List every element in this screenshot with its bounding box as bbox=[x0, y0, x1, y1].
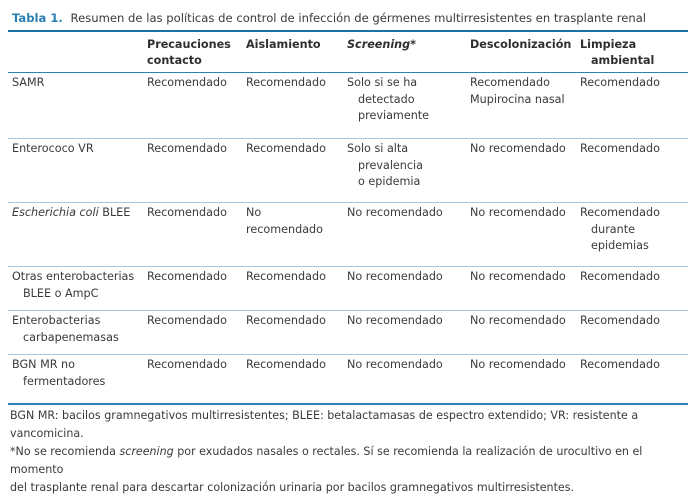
value-cell: Recomendado bbox=[242, 311, 343, 355]
value-cell: No recomendado bbox=[242, 203, 343, 267]
value-cell: Solo si alta prevalencia o epidemia bbox=[343, 139, 466, 203]
value-cell: No recomendado bbox=[343, 203, 466, 267]
value-cell: Solo si se ha detectado previamente bbox=[343, 73, 466, 139]
value-cell: No recomendado bbox=[466, 139, 576, 203]
table-row bbox=[8, 311, 688, 355]
value-cell: No recomendado bbox=[343, 355, 466, 399]
footnote-screening-cont: del trasplante renal para descartar colonización urinaria por bacilos gramnegativos multirresistentes. bbox=[10, 480, 575, 494]
table-number: Tabla 1. bbox=[12, 11, 63, 25]
bottom-rule bbox=[8, 403, 688, 405]
value-cell: No recomendado bbox=[466, 311, 576, 355]
organism-cell: Escherichia coli BLEE bbox=[8, 203, 143, 267]
table-title: Resumen de las políticas de control de infección de gérmenes multirresistentes en trasplante renal bbox=[70, 11, 647, 25]
organism-cell: Enterobacterias carbapenemasas bbox=[8, 311, 143, 355]
value-cell: Recomendado bbox=[576, 311, 688, 355]
header-aislamiento: Aislamiento bbox=[246, 38, 321, 51]
header-limpieza: Limpieza ambiental bbox=[580, 38, 655, 68]
header-screening: Screening* bbox=[347, 38, 417, 51]
value-cell: Recomendado bbox=[576, 73, 688, 139]
value-cell: Recomendado bbox=[143, 311, 242, 355]
value-cell: No recomendado bbox=[466, 355, 576, 399]
value-cell: Recomendado bbox=[143, 203, 242, 267]
header-descolonizacion: Descolonización bbox=[470, 38, 572, 51]
footnote-abbreviations: BGN MR: bacilos gramnegativos multirresistentes; BLEE: betalactamasas de espectro extendido; VR: resistente a vancomicina. bbox=[10, 409, 639, 440]
header-precauciones: Precauciones contacto bbox=[147, 38, 231, 68]
value-cell: Recomendado bbox=[242, 355, 343, 399]
organism-cell: Enterococo VR bbox=[8, 139, 143, 203]
table-row bbox=[8, 139, 688, 203]
footnote-screening: *No se recomienda screening por exudados nasales o rectales. Sí se recomienda la realización de urocultivo en el momento bbox=[10, 444, 643, 476]
value-cell: Recomendado Mupirocina nasal bbox=[466, 73, 576, 139]
value-cell: Recomendado bbox=[242, 73, 343, 139]
organism-cell: SAMR bbox=[8, 73, 143, 139]
table-row bbox=[8, 355, 688, 399]
table-row bbox=[8, 203, 688, 267]
value-cell: Recomendado bbox=[143, 139, 242, 203]
table-caption bbox=[12, 10, 688, 27]
value-cell: Recomendado bbox=[143, 73, 242, 139]
value-cell: Recomendado bbox=[143, 267, 242, 311]
value-cell: Recomendado bbox=[576, 139, 688, 203]
value-cell: Recomendado bbox=[576, 267, 688, 311]
value-cell: Recomendado bbox=[576, 355, 688, 399]
value-cell: No recomendado bbox=[343, 311, 466, 355]
organism-cell: Otras enterobacterias BLEE o AmpC bbox=[8, 267, 143, 311]
value-cell: Recomendado bbox=[242, 139, 343, 203]
organism-cell: BGN MR no fermentadores bbox=[8, 355, 143, 399]
table-row bbox=[8, 267, 688, 311]
value-cell: Recomendado bbox=[143, 355, 242, 399]
value-cell: Recomendado bbox=[242, 267, 343, 311]
value-cell: No recomendado bbox=[466, 203, 576, 267]
policy-table bbox=[8, 34, 688, 399]
top-rule bbox=[8, 30, 688, 32]
table-footnotes bbox=[10, 407, 688, 497]
value-cell: No recomendado bbox=[466, 267, 576, 311]
value-cell: No recomendado bbox=[343, 267, 466, 311]
header-row bbox=[8, 34, 688, 73]
value-cell: Recomendado durante epidemias bbox=[576, 203, 688, 267]
table-row bbox=[8, 73, 688, 139]
header-organism bbox=[8, 34, 143, 73]
